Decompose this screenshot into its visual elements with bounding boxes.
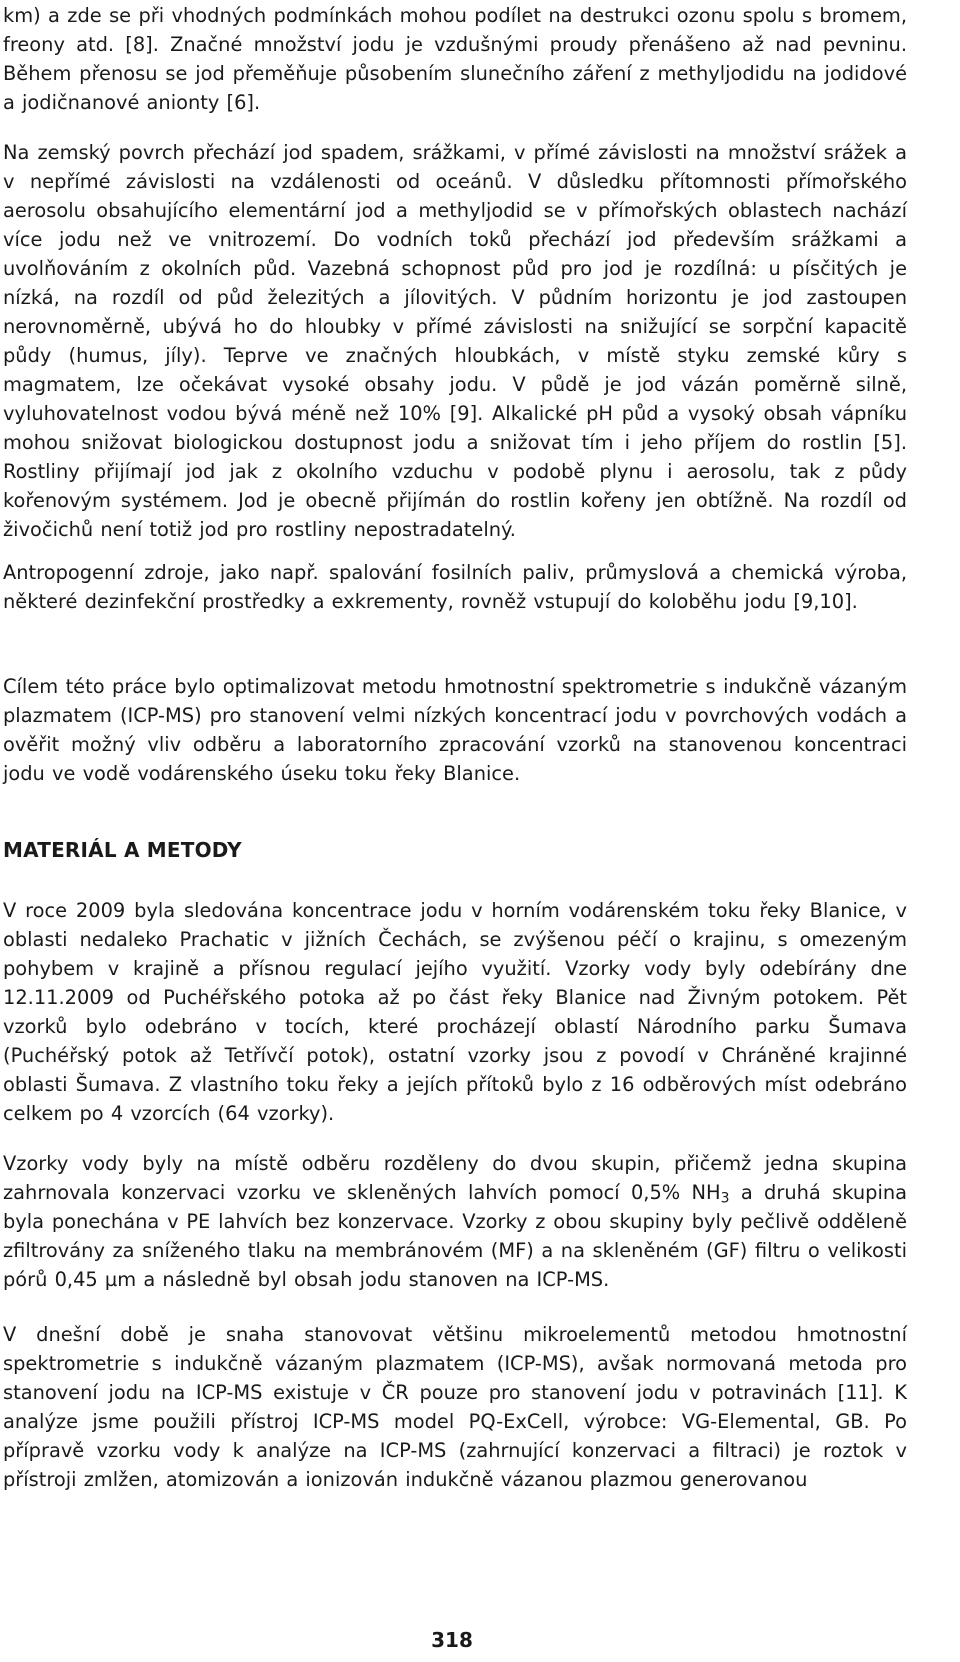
paragraph-aim: Cílem této práce bylo optimalizovat metodu hmotnostní spektrometrie s indukčně vázaným plazmatem (ICP-MS) pro stanovení velmi nízkých koncentrací jodu v povrchových vodách a ověřit možný vliv odběru a laboratorního zpracování vzorků na stanovenou koncentraci jodu ve vodě vodárenského úseku toku řeky Blanice.	[3, 675, 907, 785]
paragraph-text-after: a druhá skupina byla ponechána v PE lahvích bez konzervace. Vzorky z obou skupiny byly pečlivě odděleně zfiltrovány za sníženého tlaku na membránovém (MF) a na skleněném (GF) filtru o velikosti pórů 0,45 µm a následně byl obsah jodu stanoven na ICP-MS.	[3, 1181, 908, 1291]
paragraph-sample-treatment	[3, 1149, 907, 1294]
paragraph-anthropogenic-sources: Antropogenní zdroje, jako např. spalování fosilních paliv, průmyslová a chemická výroba, některé dezinfekční prostředky a exkrementy, rovněž vstupují do koloběhu jodu [9,10].	[3, 561, 907, 613]
paragraph-sampling-site: V roce 2009 byla sledována koncentrace jodu v horním vodárenském toku řeky Blanice, v oblasti nedaleko Prachatic v jižních Čechách, se zvýšenou péčí o krajinu, s omezeným pohybem v krajině a přísnou regulací jejího využití. Vzorky vody byly odebírány dne 12.11.2009 od Puchéřského potoka až po část řeky Blanice nad Živným potokem. Pět vzorků bylo odebráno v tocích, které procházejí oblastí Národního parku Šumava (Puchéřský potok až Tetřívčí potok), ostatní vzorky jsou z povodí v Chráněné krajinné oblasti Šumava. Z vlastního toku řeky a jejích přítoků bylo z 16 odběrových míst odebráno celkem po 4 vzorcích (64 vzorky).	[3, 899, 907, 1125]
section-heading: MATERIÁL A METODY	[3, 838, 242, 862]
paragraph-ozone-transport: km) a zde se při vhodných podmínkách mohou podílet na destrukci ozonu spolu s bromem, freony atd. [8]. Značné množství jodu je vzdušnými proudy přenášeno až nad pevninu. Během přenosu se jod přeměňuje působením slunečního záření z methyljodidu na jodidové a jodičnanové anionty [6].	[3, 4, 907, 114]
subscript-text: 3	[720, 1190, 730, 1207]
paragraph-icp-ms-method: V dnešní době je snaha stanovovat většinu mikroelementů metodou hmotnostní spektrometrie s indukčně vázaným plazmatem (ICP-MS), avšak normovaná metoda pro stanovení jodu na ICP-MS existuje v ČR pouze pro stanovení jodu v potravinách [11]. K analýze jsme použili přístroj ICP-MS model PQ-ExCell, výrobce: VG-Elemental, GB. Po přípravě vzorku vody k analýze na ICP-MS (zahrnující konzervaci a filtraci) je roztok v přístroji zmlžen, atomizován a ionizován indukčně vázanou plazmou generovanou	[3, 1323, 907, 1491]
page-number: 318	[431, 1628, 473, 1652]
paragraph-iodine-deposition: Na zemský povrch přechází jod spadem, srážkami, v přímé závislosti na množství srážek a v nepřímé závislosti na vzdálenosti od oceánů. V důsledku přítomnosti přímořského aerosolu obsahujícího elementární jod a methyljodid se v přímořských oblastech nachází více jodu než ve vnitrozemí. Do vodních toků přechází jod především srážkami a uvolňováním z okolních půd. Vazebná schopnost půd pro jod je rozdílná: u písčitých je nízká, na rozdíl od půd železitých a jílovitých. V půdním horizontu je jod zastoupen nerovnoměrně, ubývá ho do hloubky v přímé závislosti na snižující se sorpční kapacitě půdy (humus, jíly). Teprve ve značných hloubkách, v místě styku zemské kůry s magmatem, lze očekávat vysoké obsahy jodu. V půdě je jod vázán poměrně silně, vyluhovatelnost vodou bývá méně než 10% [9]. Alkalické pH půd a vysoký obsah vápníku mohou snižovat biologickou dostupnost jodu a snižovat tím i jeho příjem do rostlin [5]. Rostliny přijímají jod jak z okolního vzduchu v podobě plynu i aerosolu, tak z půdy kořenovým systémem. Jod je obecně přijímán do rostlin kořeny jen obtížně. Na rozdíl od živočichů není totiž jod pro rostliny nepostradatelný.	[3, 141, 907, 541]
paragraph-text-before: Vzorky vody byly na místě odběru rozděleny do dvou skupin, přičemž jedna skupina zahrnovala konzervaci vzorku ve skleněných lahvích pomocí 0,5% NH	[3, 1152, 907, 1204]
